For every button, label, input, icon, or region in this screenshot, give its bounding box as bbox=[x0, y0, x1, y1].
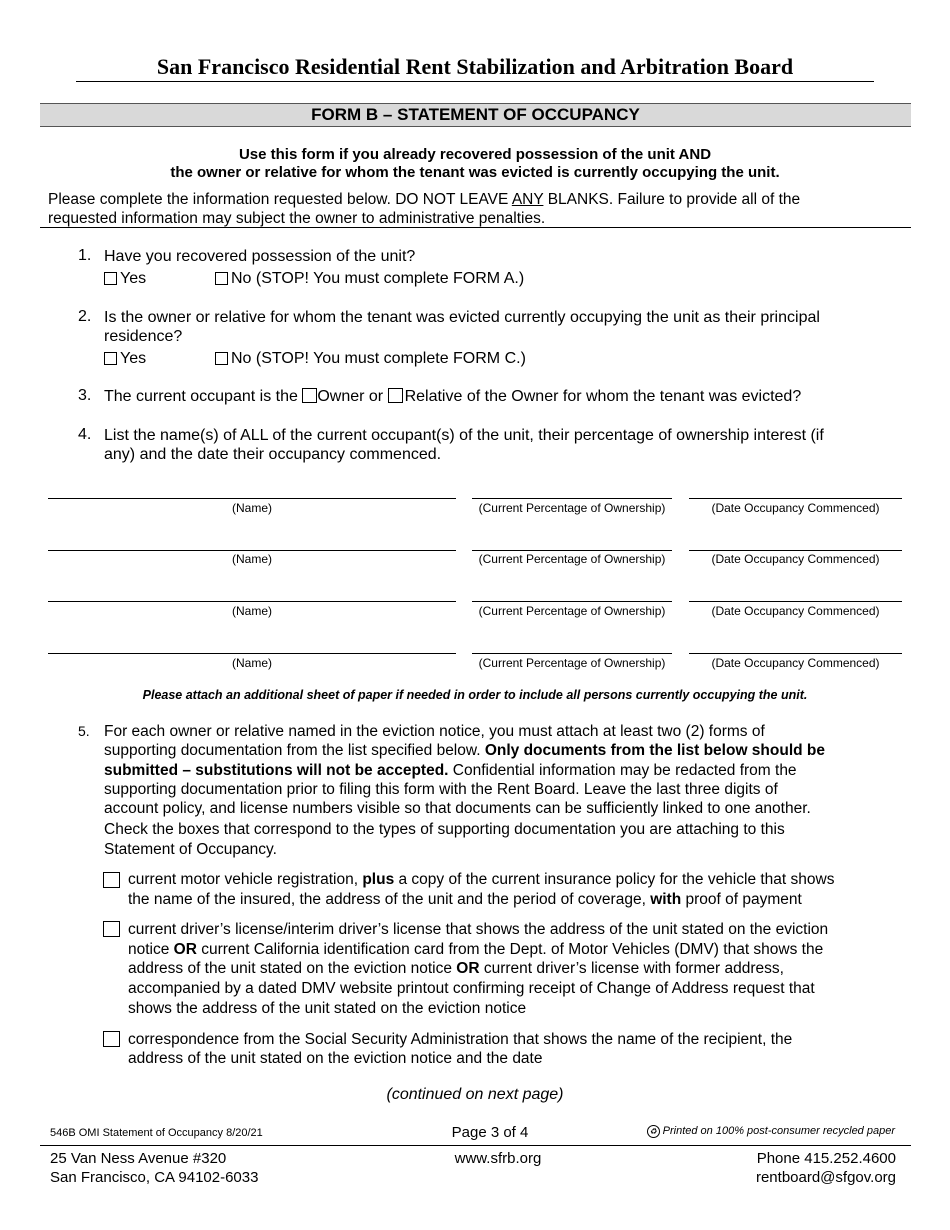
percentage-label-1: (Current Percentage of Ownership) bbox=[478, 501, 666, 515]
q3-relative-checkbox[interactable] bbox=[388, 388, 403, 403]
q3-owner-label: Owner or bbox=[317, 388, 388, 405]
q5-line-3: submitted – substitutions will not be accepted. Confidential information may be redacted from the bbox=[104, 762, 797, 779]
q1-yes-option[interactable] bbox=[104, 269, 146, 289]
footer-email[interactable]: rentboard@sfgov.org bbox=[755, 1169, 896, 1186]
q5-line-4: supporting documentation prior to filing this form with the Rent Board. Leave the last three digits of bbox=[104, 781, 778, 798]
attach-note: Please attach an additional sheet of paper if needed in order to include all persons currently occupying the unit. bbox=[142, 688, 808, 702]
name-field-3[interactable] bbox=[48, 601, 456, 602]
percentage-field-3[interactable] bbox=[472, 601, 672, 602]
date-field-4[interactable] bbox=[689, 653, 902, 654]
name-label-2: (Name) bbox=[231, 552, 272, 566]
doc2-line-3: address of the unit stated on the eviction notice OR current driver’s license with former address, bbox=[128, 960, 784, 977]
name-label-3: (Name) bbox=[231, 604, 272, 618]
q2-text-line-2: residence? bbox=[104, 328, 183, 345]
date-label-4: (Date Occupancy Commenced) bbox=[711, 656, 880, 670]
q5-number: 5. bbox=[78, 723, 90, 739]
doc2-line-1: current driver’s license/interim driver’s license that shows the address of the unit stated on the eviction bbox=[128, 921, 829, 938]
footer-recycled: ♻ Printed on 100% post-consumer recycled paper bbox=[647, 1125, 895, 1138]
date-label-1: (Date Occupancy Commenced) bbox=[711, 501, 880, 515]
continued-note: (continued on next page) bbox=[386, 1086, 564, 1103]
q1-no-option[interactable] bbox=[215, 269, 524, 289]
instructions-line-2: requested information may subject the owner to administrative penalties. bbox=[48, 210, 546, 227]
percentage-field-1[interactable] bbox=[472, 498, 672, 499]
q3-owner-checkbox[interactable] bbox=[302, 388, 317, 403]
percentage-field-4[interactable] bbox=[472, 653, 672, 654]
q2-yes-label: Yes bbox=[120, 350, 147, 367]
doc3-checkbox[interactable] bbox=[103, 1031, 120, 1047]
q2-no-checkbox[interactable] bbox=[215, 352, 228, 365]
intro-divider bbox=[40, 227, 911, 228]
percentage-field-2[interactable] bbox=[472, 550, 672, 551]
agency-title: San Francisco Residential Rent Stabilization and Arbitration Board bbox=[156, 54, 794, 79]
doc2-checkbox[interactable] bbox=[103, 921, 120, 937]
footer-form-id: 546B OMI Statement of Occupancy 8/20/21 bbox=[50, 1127, 263, 1139]
doc2-line-2: notice OR current California identification card from the Dept. of Motor Vehicles (DMV) that shows the bbox=[128, 941, 824, 958]
intro-bold-line-2: the owner or relative for whom the tenant was evicted is currently occupying the unit. bbox=[170, 164, 780, 181]
q2-yes-option[interactable] bbox=[104, 349, 146, 369]
q3-relative-label: Relative of the Owner for whom the tenant was evicted? bbox=[404, 388, 802, 405]
footer-divider bbox=[40, 1145, 911, 1146]
date-label-3: (Date Occupancy Commenced) bbox=[711, 604, 880, 618]
q1-no-checkbox[interactable] bbox=[215, 272, 228, 285]
footer-address-line-2: San Francisco, CA 94102-6033 bbox=[50, 1169, 259, 1186]
q1-yes-label: Yes bbox=[120, 270, 147, 287]
q2-yes-checkbox[interactable] bbox=[104, 352, 117, 365]
q4-text-line-2: any) and the date their occupancy commenced. bbox=[104, 446, 442, 463]
form-title: FORM B – STATEMENT OF OCCUPANCY bbox=[40, 103, 911, 127]
q4-number: 4. bbox=[78, 426, 92, 443]
percentage-label-3: (Current Percentage of Ownership) bbox=[478, 604, 666, 618]
instructions-any: ANY bbox=[511, 191, 544, 208]
q4-text-line-1: List the name(s) of ALL of the current occupant(s) of the unit, their percentage of ownership interest (if bbox=[104, 427, 824, 444]
doc2-line-4: accompanied by a dated DMV website printout confirming receipt of Change of Address request that bbox=[128, 980, 815, 997]
q5-line-2: supporting documentation from the list specified below. Only documents from the list below should be bbox=[104, 742, 825, 759]
name-field-4[interactable] bbox=[48, 653, 456, 654]
footer-website[interactable]: www.sfrb.org bbox=[454, 1150, 542, 1167]
date-field-1[interactable] bbox=[689, 498, 902, 499]
date-field-2[interactable] bbox=[689, 550, 902, 551]
doc1-line-2: the name of the insured, the address of the unit and the period of coverage, with proof of payment bbox=[128, 891, 802, 908]
q2-no-label: No (STOP! You must complete FORM C.) bbox=[231, 350, 526, 367]
name-field-1[interactable] bbox=[48, 498, 456, 499]
q3-number: 3. bbox=[78, 387, 92, 404]
doc3-line-2: address of the unit stated on the eviction notice and the date bbox=[128, 1050, 543, 1067]
q5-line-5: account policy, and license numbers visible so that documents can be sufficiently linked to one another. bbox=[104, 800, 811, 817]
q2-text-line-1: Is the owner or relative for whom the tenant was evicted currently occupying the unit as their principal bbox=[104, 309, 820, 326]
doc1-line-1: current motor vehicle registration, plus a copy of the current insurance policy for the vehicle that shows bbox=[128, 871, 835, 888]
q1-text: Have you recovered possession of the unit? bbox=[104, 248, 416, 265]
date-label-2: (Date Occupancy Commenced) bbox=[711, 552, 880, 566]
percentage-label-4: (Current Percentage of Ownership) bbox=[478, 656, 666, 670]
recycle-icon: ♻ bbox=[647, 1125, 660, 1138]
footer-phone: Phone 415.252.4600 bbox=[756, 1150, 896, 1167]
name-label-1: (Name) bbox=[231, 501, 272, 515]
q5-line-7: Statement of Occupancy. bbox=[104, 841, 277, 858]
instructions-line-1: Please complete the information requested below. DO NOT LEAVE ANY BLANKS. Failure to provide all of the bbox=[48, 191, 801, 208]
q5-line-6: Check the boxes that correspond to the types of supporting documentation you are attaching to this bbox=[104, 821, 785, 838]
date-field-3[interactable] bbox=[689, 601, 902, 602]
q2-number: 2. bbox=[78, 308, 92, 325]
q1-number: 1. bbox=[78, 247, 92, 264]
q3-text: The current occupant is the Owner or Relative of the Owner for whom the tenant was evicted? bbox=[104, 388, 802, 405]
name-label-4: (Name) bbox=[231, 656, 272, 670]
intro-bold-line-1: Use this form if you already recovered possession of the unit AND bbox=[238, 146, 712, 163]
q1-no-label: No (STOP! You must complete FORM A.) bbox=[231, 270, 525, 287]
footer-page-number: Page 3 of 4 bbox=[451, 1124, 529, 1141]
name-field-2[interactable] bbox=[48, 550, 456, 551]
q5-line-1: For each owner or relative named in the eviction notice, you must attach at least two (2) forms of bbox=[104, 723, 765, 740]
doc2-line-5: shows the address of the unit stated on the eviction notice bbox=[128, 1000, 527, 1017]
q1-yes-checkbox[interactable] bbox=[104, 272, 117, 285]
q2-no-option[interactable] bbox=[215, 349, 526, 369]
doc1-checkbox[interactable] bbox=[103, 872, 120, 888]
doc3-line-1: correspondence from the Social Security Administration that shows the name of the recipient, the bbox=[128, 1031, 793, 1048]
footer-address-line-1: 25 Van Ness Avenue #320 bbox=[50, 1150, 227, 1167]
percentage-label-2: (Current Percentage of Ownership) bbox=[478, 552, 666, 566]
header-divider bbox=[76, 81, 874, 82]
